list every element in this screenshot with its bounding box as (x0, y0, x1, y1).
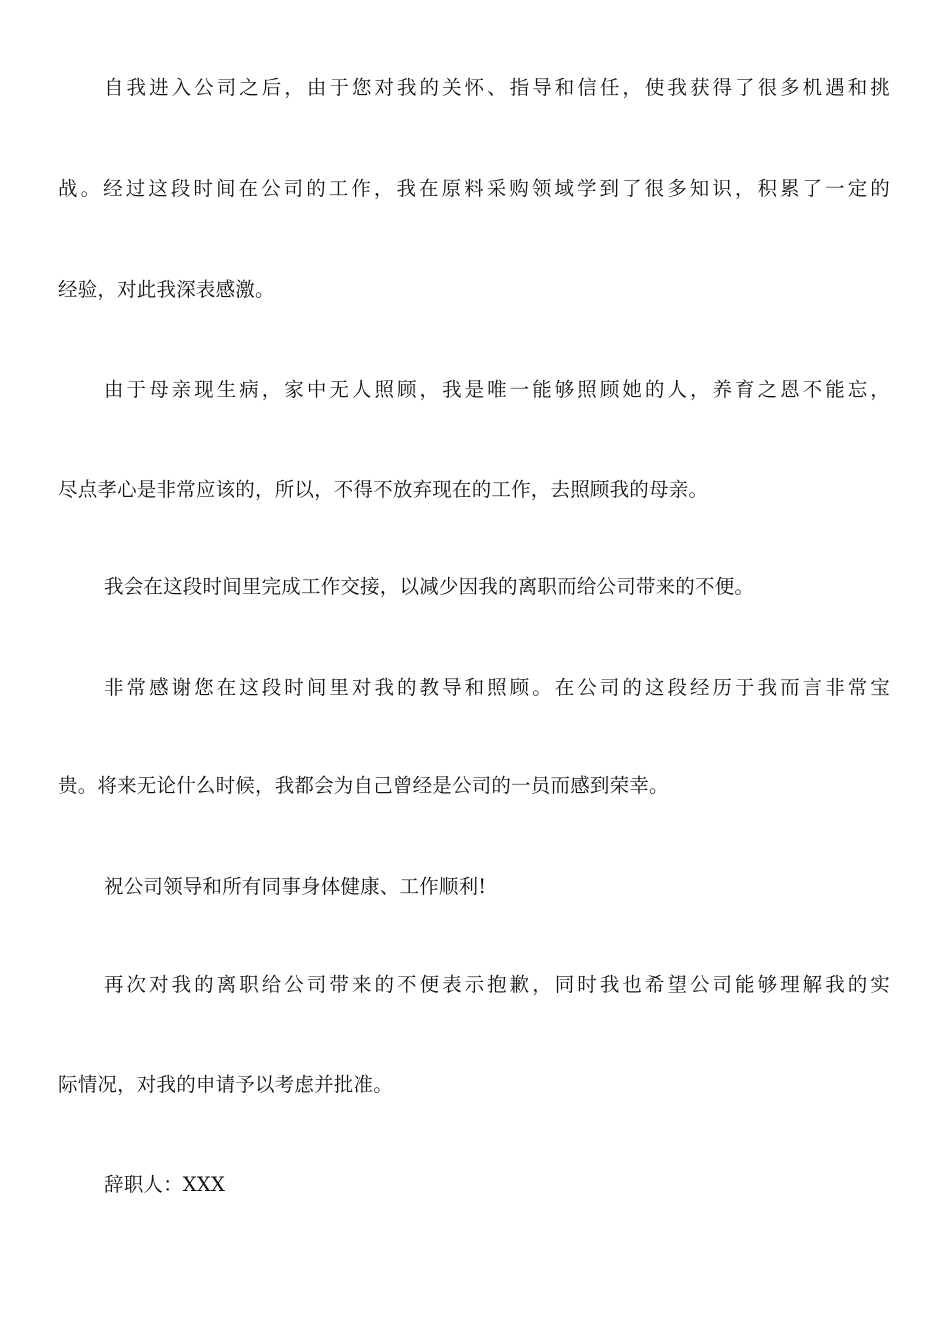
paragraph-6-line-2: 际情况，对我的申请予以考虑并批准。 (58, 1073, 393, 1096)
paragraph-2-line-1: 由于母亲现生病，家中无人照顾，我是唯一能够照顾她的人，养育之恩不能忘， (104, 378, 890, 401)
paragraph-1-line-1: 自我进入公司之后，由于您对我的关怀、指导和信任，使我获得了很多机遇和挑 (104, 76, 890, 99)
paragraph-4-line-2: 贵。将来无论什么时候，我都会为自己曾经是公司的一员而感到荣幸。 (58, 774, 669, 797)
paragraph-6-line-1: 再次对我的离职给公司带来的不便表示抱歉，同时我也希望公司能够理解我的实 (104, 973, 890, 996)
paragraph-4-line-1: 非常感谢您在这段时间里对我的教导和照顾。在公司的这段经历于我而言非常宝 (104, 676, 890, 699)
paragraph-3-line-1: 我会在这段时间里完成工作交接，以减少因我的离职而给公司带来的不便。 (104, 575, 755, 598)
signature: 辞职人：XXX (104, 1173, 226, 1196)
paragraph-2-line-2: 尽点孝心是非常应该的，所以，不得不放弃现在的工作，去照顾我的母亲。 (58, 478, 709, 501)
paragraph-1-line-2: 战。经过这段时间在公司的工作，我在原料采购领域学到了很多知识，积累了一定的 (58, 177, 890, 200)
paragraph-5-line-1: 祝公司领导和所有同事身体健康、工作顺利! (104, 875, 487, 898)
paragraph-1-line-3: 经验，对此我深表感激。 (58, 278, 275, 301)
